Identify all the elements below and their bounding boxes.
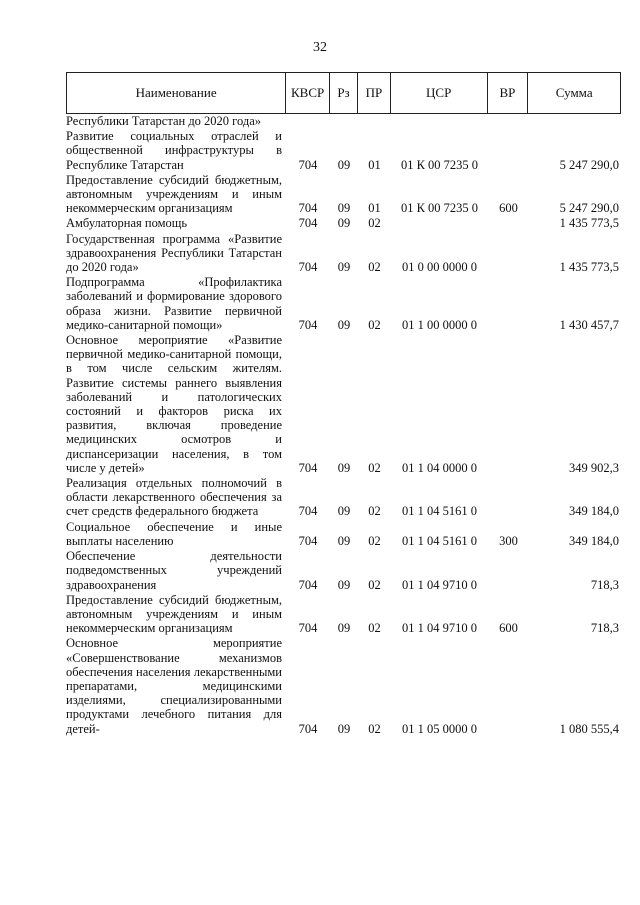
row-name: Основное мероприятие «Развитие первичной медико-санитарной помощи, в том числе сельским жителям. Развитие системы раннего выявления заболеваний и патологических состояний и факторов риска их развития, включая проведение медицинских осмотров и диспансеризации населения, в том числе у детей» [66, 333, 282, 475]
row-rz: 09 [337, 317, 351, 332]
row-rz: 09 [337, 201, 351, 216]
row-name: Подпрограмма «Профилактика заболеваний и формирование здорового образа жизни. Развитие первичной медико-санитарной помощи» [66, 275, 282, 332]
row-name: Социальное обеспечение и иные выплаты населению [66, 519, 282, 548]
row-csr: 01 1 05 0000 0 [402, 721, 477, 736]
row-sum: 5 247 290,0 [559, 157, 619, 172]
row-csr: 01 1 00 0000 0 [402, 317, 477, 332]
row-name: Предоставление субсидий бюджетным, автономным учреждениям и иным некоммерческим организациям [66, 172, 282, 216]
column-header-csr: ЦСР [391, 73, 488, 113]
page-number: 32 [313, 40, 327, 55]
row-csr: 01 1 04 9710 0 [402, 621, 477, 636]
row-sum: 349 902,3 [569, 460, 619, 475]
row-kvsr: 704 [298, 504, 318, 519]
row-csr: 01 1 04 0000 0 [402, 460, 477, 475]
row-rz: 09 [337, 621, 351, 636]
row-pr: 02 [368, 577, 381, 592]
row-sum: 5 247 290,0 [559, 201, 619, 216]
row-pr: 02 [368, 721, 381, 736]
row-name: Реализация отдельных полномочий в области лекарственного обеспечения за счет средств федерального бюджета [66, 476, 282, 519]
table-row [66, 549, 621, 592]
column-header-rz: Рз [330, 73, 358, 113]
row-pr: 02 [368, 504, 381, 519]
row-csr: 01 0 00 0000 0 [402, 260, 477, 275]
row-rz: 09 [337, 157, 351, 172]
row-kvsr: 704 [298, 216, 318, 231]
row-pr: 01 [368, 201, 381, 216]
column-header-sum: Сумма [555, 85, 593, 100]
row-kvsr: 704 [298, 721, 318, 736]
row-csr: 01 1 04 9710 0 [402, 577, 477, 592]
table-row [66, 636, 621, 735]
row-kvsr: 704 [298, 577, 318, 592]
row-pr: 02 [368, 317, 381, 332]
row-sum: 1 430 457,7 [559, 317, 619, 332]
table-body [66, 114, 621, 737]
table-header [66, 72, 621, 114]
row-vr: 600 [499, 621, 518, 636]
row-vr: 600 [499, 201, 518, 216]
row-pr: 01 [368, 157, 381, 172]
row-name: Республики Татарстан до 2020 года» [66, 114, 262, 128]
row-kvsr: 704 [298, 460, 318, 475]
row-sum: 349 184,0 [569, 533, 619, 548]
row-csr: 01 К 00 7235 0 [400, 201, 479, 216]
row-kvsr: 704 [298, 621, 318, 636]
row-pr: 02 [368, 621, 381, 636]
row-sum: 1 435 773,5 [559, 260, 619, 275]
row-vr: 300 [499, 533, 518, 548]
row-kvsr: 704 [298, 317, 318, 332]
row-sum: 1 080 555,4 [559, 721, 619, 736]
row-kvsr: 704 [298, 260, 318, 275]
row-name: Предоставление субсидий бюджетным, автономным учреждениям и иным некоммерческим организациям [66, 592, 282, 636]
row-kvsr: 704 [298, 201, 318, 216]
row-sum: 718,3 [590, 577, 619, 592]
row-pr: 02 [368, 216, 381, 231]
row-name: Обеспечение деятельности подведомственных учреждений здравоохранения [66, 549, 282, 592]
row-sum: 718,3 [590, 621, 619, 636]
row-rz: 09 [337, 577, 351, 592]
row-pr: 02 [368, 260, 381, 275]
row-rz: 09 [337, 260, 351, 275]
table-row [66, 216, 621, 230]
table-row [66, 333, 621, 475]
row-name: Основное мероприятие «Совершенствование механизмов обеспечения населения лекарственными препаратами, медицинскими изделиями, специализированными продуктами лечебного питания для детей- [66, 636, 282, 736]
row-pr: 02 [368, 460, 381, 475]
row-sum: 349 184,0 [569, 504, 619, 519]
row-rz: 09 [337, 216, 351, 231]
column-header-kvsr: КВСР [286, 73, 330, 113]
row-kvsr: 704 [298, 533, 318, 548]
column-header-vr: ВР [488, 73, 529, 113]
column-header-pr: ПР [358, 73, 391, 113]
row-name: Государственная программа «Развитие здравоохранения Республики Татарстан до 2020 года» [66, 231, 282, 275]
row-sum: 1 435 773,5 [559, 216, 619, 231]
row-csr: 01 1 04 5161 0 [402, 504, 477, 519]
row-name: Амбулаторная помощь [66, 216, 188, 231]
row-csr: 01 1 04 5161 0 [402, 533, 477, 548]
row-name: Развитие социальных отраслей и общественной инфраструктуры в Республике Татарстан [66, 129, 282, 172]
row-rz: 09 [337, 504, 351, 519]
table-row [66, 275, 621, 332]
row-kvsr: 704 [298, 157, 318, 172]
table-row [66, 520, 621, 548]
row-rz: 09 [337, 533, 351, 548]
table-row [66, 129, 621, 172]
table-row [66, 173, 621, 216]
row-csr: 01 К 00 7235 0 [400, 157, 479, 172]
table-row [66, 476, 621, 519]
table-row [66, 232, 621, 275]
table-row [66, 114, 621, 128]
row-pr: 02 [368, 533, 381, 548]
row-rz: 09 [337, 721, 351, 736]
row-rz: 09 [337, 460, 351, 475]
column-header-name: Наименование [67, 73, 286, 113]
table-row [66, 593, 621, 636]
